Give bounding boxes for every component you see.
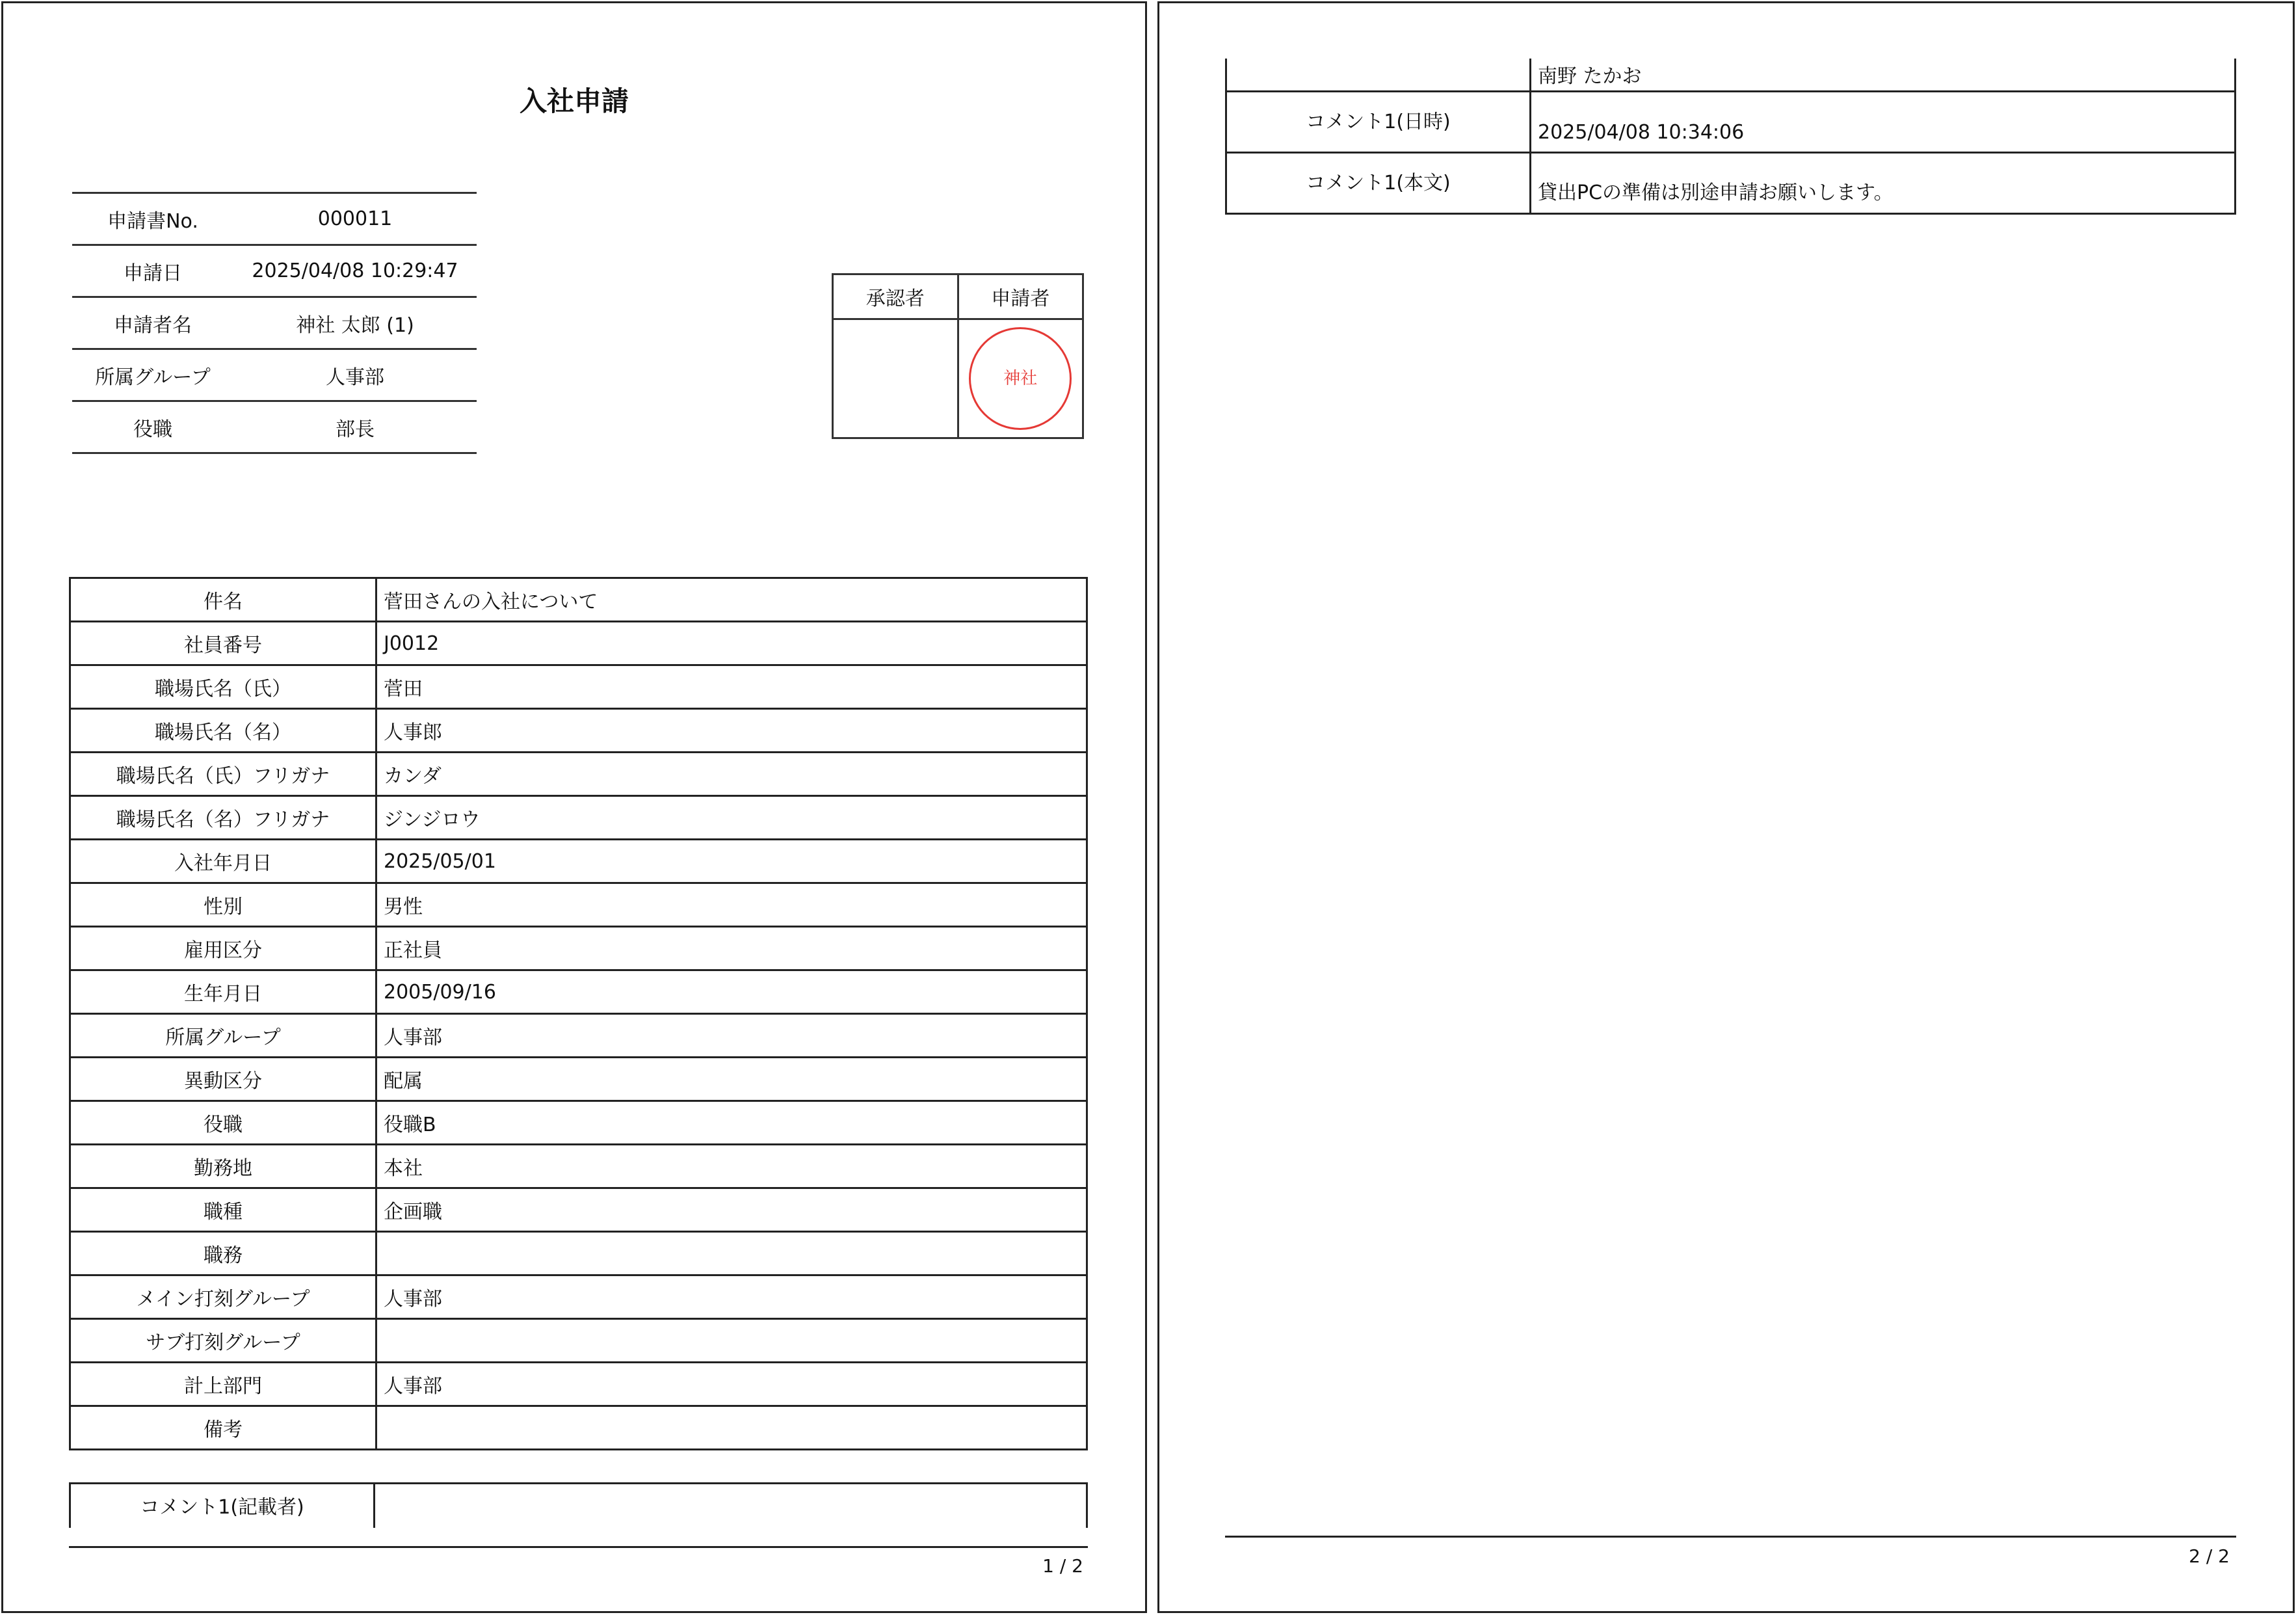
field-label: 計上部門 [70, 1363, 376, 1406]
info-value: 部長 [233, 401, 477, 453]
detail-row [70, 1101, 1087, 1145]
comment-writer-row [69, 1482, 1088, 1528]
detail-row [70, 1145, 1087, 1188]
detail-row [70, 1319, 1087, 1363]
document-page-2 [1157, 1, 2295, 1613]
detail-row [70, 970, 1087, 1014]
field-value: 菅田 [376, 665, 1087, 709]
comment-writer-continuation-row [1226, 59, 2236, 91]
detail-row [70, 665, 1087, 709]
detail-row [70, 927, 1087, 970]
comment-continuation-table [1225, 59, 2236, 215]
info-row-application-no [72, 193, 477, 245]
field-value [376, 1406, 1087, 1450]
comment-datetime-value: 2025/04/08 10:34:06 [1531, 91, 2236, 152]
field-label: 勤務地 [70, 1145, 376, 1188]
field-value: 人事部 [376, 1363, 1087, 1406]
detail-row [70, 578, 1087, 622]
document-page-1 [1, 1, 1147, 1613]
detail-row [70, 883, 1087, 927]
field-label: 異動区分 [70, 1058, 376, 1101]
detail-row [70, 796, 1087, 840]
field-label: 職場氏名（氏） [70, 665, 376, 709]
detail-row [70, 1275, 1087, 1319]
field-label: 雇用区分 [70, 927, 376, 970]
detail-row [70, 1188, 1087, 1232]
approver-label: 承認者 [833, 274, 958, 319]
field-value: 2005/09/16 [376, 970, 1087, 1014]
applicant-seal: 神社 [969, 327, 1072, 430]
field-value: 菅田さんの入社について [376, 578, 1087, 622]
field-label: 職場氏名（名）フリガナ [70, 796, 376, 840]
detail-row [70, 709, 1087, 753]
detail-row [70, 622, 1087, 665]
field-value: 企画職 [376, 1188, 1087, 1232]
applicant-stamp-cell [958, 319, 1083, 438]
field-label: 入社年月日 [70, 840, 376, 883]
field-value: 正社員 [376, 927, 1087, 970]
info-value: 神社 太郎 (1) [233, 297, 477, 349]
info-label: 申請日 [72, 245, 233, 297]
comment-datetime-label: コメント1(日時) [1226, 91, 1531, 152]
comment-body-label: コメント1(本文) [1226, 152, 1531, 213]
info-value: 2025/04/08 10:29:47 [233, 245, 477, 297]
approval-stamp-box [832, 273, 1084, 439]
page-number: 2 / 2 [2189, 1545, 2230, 1567]
field-value: 2025/05/01 [376, 840, 1087, 883]
field-value [376, 1319, 1087, 1363]
info-value: 000011 [233, 193, 477, 245]
detail-row [70, 1058, 1087, 1101]
footer-divider [69, 1546, 1088, 1548]
comment-writer-label-cell [1226, 59, 1531, 91]
field-label: メイン打刻グループ [70, 1275, 376, 1319]
info-label: 所属グループ [72, 349, 233, 401]
field-value: カンダ [376, 753, 1087, 796]
field-value: 役職B [376, 1101, 1087, 1145]
document-title: 入社申請 [519, 85, 629, 117]
comment-body-value: 貸出PCの準備は別途申請お願いします。 [1531, 152, 2236, 213]
field-label: 生年月日 [70, 970, 376, 1014]
application-detail-table [69, 577, 1088, 1450]
field-label: 所属グループ [70, 1014, 376, 1058]
field-label: 件名 [70, 578, 376, 622]
field-value: 本社 [376, 1145, 1087, 1188]
comment-body-row [1226, 152, 2236, 213]
detail-row [70, 1406, 1087, 1450]
field-label: 職場氏名（氏）フリガナ [70, 753, 376, 796]
field-value [376, 1232, 1087, 1275]
detail-row [70, 1014, 1087, 1058]
field-label: 役職 [70, 1101, 376, 1145]
field-value: ジンジロウ [376, 796, 1087, 840]
detail-row [70, 1363, 1087, 1406]
field-value: 人事部 [376, 1014, 1087, 1058]
info-row-group [72, 349, 477, 401]
field-value: 人事部 [376, 1275, 1087, 1319]
info-row-position [72, 401, 477, 453]
comment-writer-value: 南野 たかお [1531, 59, 2236, 91]
detail-row [70, 753, 1087, 796]
field-label: サブ打刻グループ [70, 1319, 376, 1363]
field-label: 社員番号 [70, 622, 376, 665]
field-label: 職務 [70, 1232, 376, 1275]
info-row-application-date [72, 245, 477, 297]
detail-row [70, 840, 1087, 883]
field-label: 職場氏名（名） [70, 709, 376, 753]
detail-row [70, 1232, 1087, 1275]
field-label: 備考 [70, 1406, 376, 1450]
page-number: 1 / 2 [1042, 1555, 1083, 1577]
comment-datetime-row [1226, 91, 2236, 152]
applicant-label: 申請者 [958, 274, 1083, 319]
field-label: 職種 [70, 1188, 376, 1232]
approver-stamp-cell [833, 319, 958, 438]
field-value: 男性 [376, 883, 1087, 927]
field-value: 配属 [376, 1058, 1087, 1101]
application-info-table [72, 192, 477, 454]
field-value: J0012 [376, 622, 1087, 665]
info-label: 申請者名 [72, 297, 233, 349]
info-label: 役職 [72, 401, 233, 453]
info-row-applicant-name [72, 297, 477, 349]
field-value: 人事郎 [376, 709, 1087, 753]
info-label: 申請書No. [72, 193, 233, 245]
footer-divider [1225, 1536, 2236, 1538]
field-label: 性別 [70, 883, 376, 927]
info-value: 人事部 [233, 349, 477, 401]
comment-writer-label: コメント1(記載者) [71, 1484, 375, 1528]
